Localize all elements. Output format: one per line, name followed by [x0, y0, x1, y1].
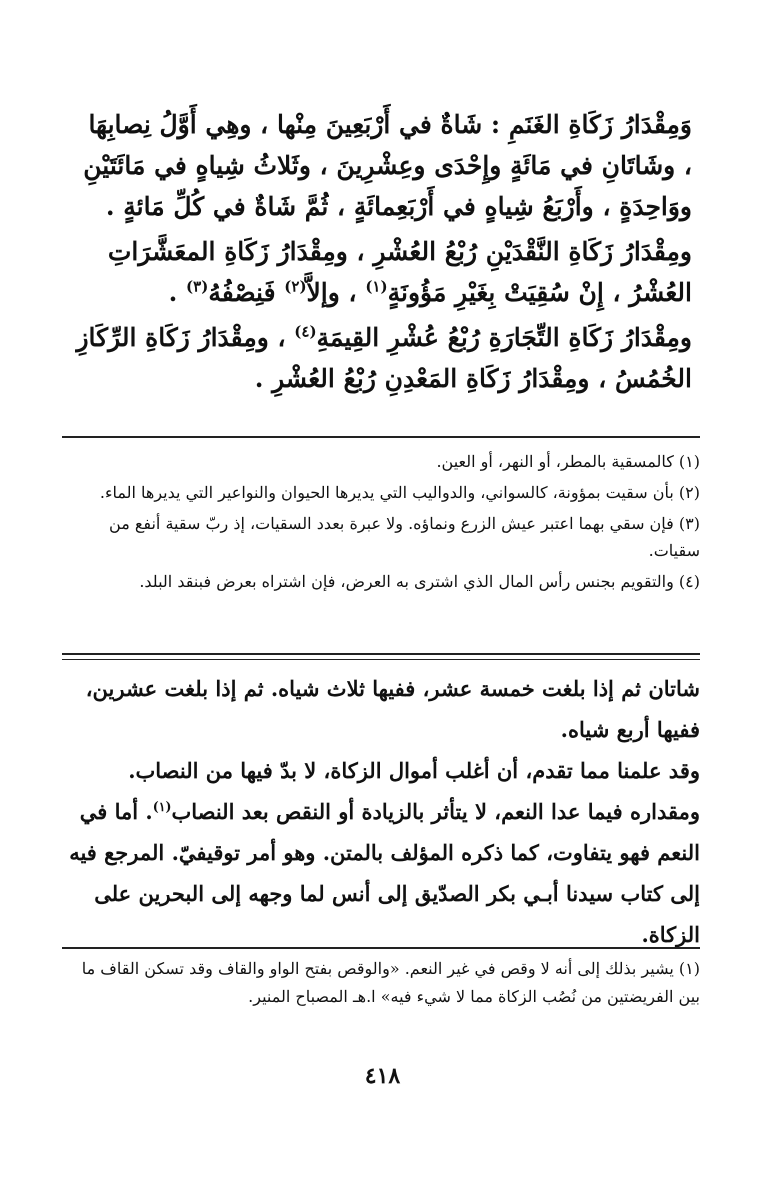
commentary-text-run: . أما في النعم فهو يتفاوت، كما ذكره المؤلف بالمتن. وهو أمر توقيفيّ. المرجع فيه إلى كتاب سيدنا أبـي بكر الصدّيق إلى أنس لما وجهه إلى البحرين على الزكاة.	[69, 799, 700, 947]
footnote: (١) كالمسقية بالمطر، أو النهر، أو العين.	[436, 452, 700, 471]
main-text	[72, 104, 692, 403]
matn-paragraph	[72, 231, 692, 313]
commentary-paragraph: شاتان ثم إذا بلغت خمسة عشر، ففيها ثلاث شياه. ثم إذا بلغت عشرين، ففيها أربع شياه.	[85, 676, 700, 742]
section-divider-thin	[62, 659, 700, 660]
matn-text: ومِقْدَارُ زَكَاةِ النَّقْدَيْنِ رُبْعُ العُشْرِ ، ومِقْدَارُ زَكَاةِ المعَشَّرَاتِ العُشْرُ ، إِنْ سُقِيَتْ بِغَيْرِ مَؤُونَةٍ	[107, 237, 692, 307]
footnote-divider	[62, 947, 700, 949]
footnote-marker: (٣)	[186, 277, 209, 296]
matn-text: ، وإلاَّ	[306, 278, 366, 307]
footnote: (٢) بأن سقيت بمؤونة، كالسواني، والدواليب التي يديرها الحيوان والنواعير التي يديرها الماء.	[99, 483, 700, 502]
matn-text: ، ومِقْدَارُ زَكَاةِ الرِّكَازِ الخُمُسُ ، ومِقْدَارُ زَكَاةِ المَعْدِنِ رُبْعُ العُشْرِ .	[76, 323, 692, 393]
commentary-paragraph	[62, 750, 700, 955]
footnote-marker: (٢)	[284, 277, 307, 296]
footnote: (١) يشير بذلك إلى أنه لا وقص في غير النعم. «والوقص بفتح الواو والقاف وقد تسكن القاف ما بين الفريضتين من نُصُب الزكاة مما لا شيء فيه» ا.هـ المصباح المنير.	[81, 959, 700, 1006]
matn-paragraph	[72, 317, 692, 399]
commentary-footnotes	[62, 955, 700, 1015]
commentary-text-run: وقد علمنا مما تقدم، أن أغلب أموال الزكاة، لا بدّ فيها من النصاب. ومقداره فيما عدا النعم، لا يتأثر بالزيادة أو النقص بعد النصاب	[128, 758, 700, 824]
matn-paragraph: وَمِقْدَارُ زَكَاةِ الغَنَمِ : شَاةٌ في أَرْبَعِينَ مِنْها ، وهِي أَوَّلُ نِصابِهَا ، وشَاتَانِ في مَائَةٍ وإِحْدَى وعِشْرِينَ ، وثَلاثُ شِياهٍ في مَائَتَيْنِ ووَاحِدَةٍ ، وأَرْبَعُ شِياهٍ في أَرْبَعِمائَةٍ ، ثُمَّ شَاةٌ في كُلِّ مَائةٍ .	[83, 110, 692, 221]
matn-text: .	[168, 278, 187, 307]
matn-footnotes	[62, 448, 700, 599]
page-number: ٤١٨	[364, 1063, 401, 1089]
footnote-divider	[62, 436, 700, 438]
footnote: (٤) والتقويم بجنس رأس المال الذي اشترى به العرض، فإن اشتراه بعرض فبنقد البلد.	[139, 572, 700, 591]
footnote-marker: (٤)	[294, 322, 317, 341]
footnote-marker: (١)	[152, 799, 172, 814]
footnote-marker: (١)	[365, 277, 388, 296]
commentary-text	[62, 668, 700, 955]
section-divider	[62, 653, 700, 655]
footnote: (٣) فإن سقي بهما اعتبر عيش الزرع ونماؤه. ولا عبرة بعدد السقيات، إذ ربّ سقية أنفع من سقيات.	[109, 514, 700, 560]
matn-text: فَنِصْفُهُ	[208, 278, 285, 307]
matn-text: ومِقْدَارُ زَكَاةِ التِّجَارَةِ رُبْعُ عُشْرِ القِيمَةِ	[316, 323, 692, 352]
